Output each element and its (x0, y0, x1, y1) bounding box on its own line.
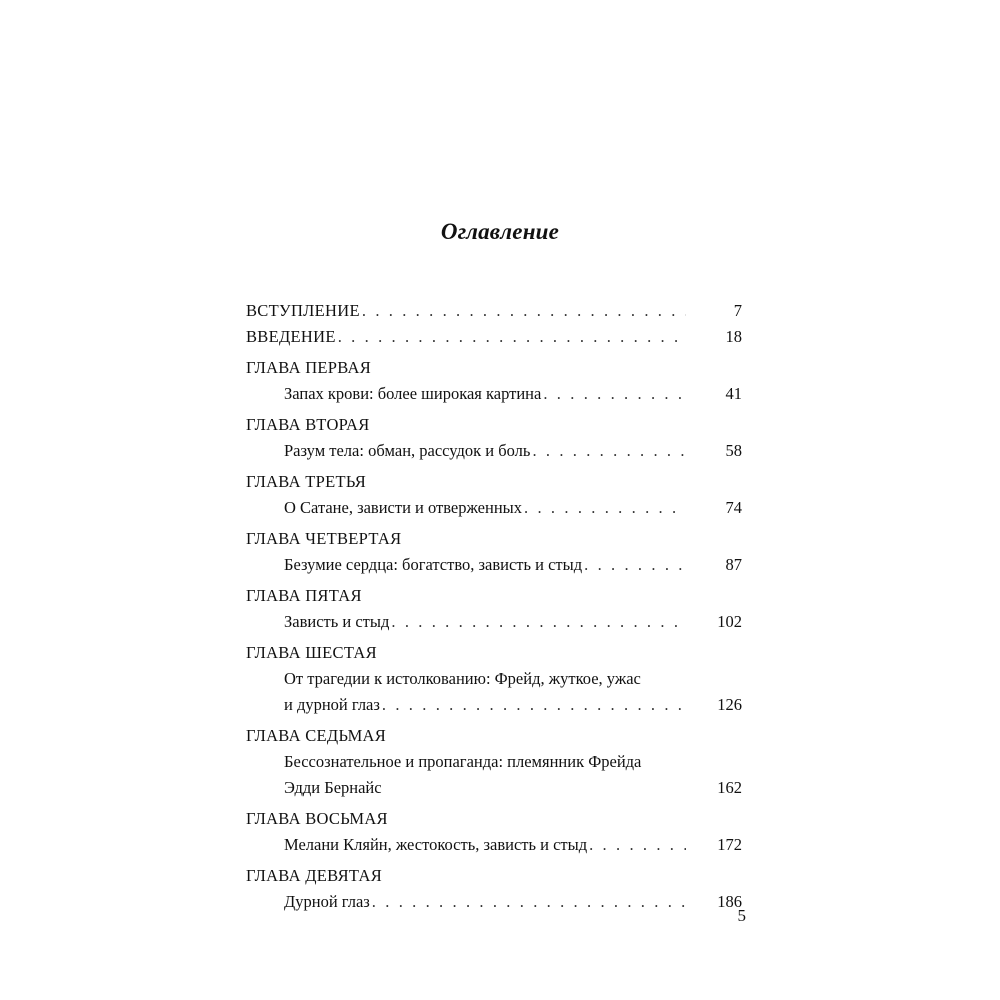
chapter-heading: ГЛАВА ПЕРВАЯ (246, 358, 372, 377)
dot-leader (391, 609, 686, 635)
chapter-title: Мелани Кляйн, жестокость, зависть и стыд (284, 835, 588, 854)
toc-entry-chapter-5 (246, 609, 742, 635)
dot-leader (532, 438, 686, 464)
chapter-title: Зависть и стыд (284, 612, 390, 631)
toc-page-number: 102 (717, 612, 742, 631)
chapter-title: Запах крови: более широкая картина (284, 384, 542, 403)
chapter-title: От трагедии к истолкованию: Фрейд, жуткое, ужас (284, 669, 641, 688)
toc-page-number: 87 (725, 555, 742, 574)
dot-leader (543, 381, 686, 407)
chapter-heading: ГЛАВА ВТОРАЯ (246, 415, 370, 434)
dot-leader (382, 692, 686, 718)
toc-entry-chapter-7-line-2 (246, 775, 742, 801)
toc-entry-introduction (246, 324, 742, 350)
dot-leader (338, 324, 686, 350)
dot-leader (372, 889, 686, 915)
toc-page-number: 58 (725, 441, 742, 460)
toc-entry-chapter-8 (246, 832, 742, 858)
table-of-contents (246, 298, 742, 915)
toc-entry-chapter-3 (246, 495, 742, 521)
chapter-heading: ГЛАВА ПЯТАЯ (246, 586, 362, 605)
toc-page-number: 126 (717, 695, 742, 714)
chapter-title-continued: Эдди Бернайс (284, 778, 382, 797)
dot-leader (362, 298, 686, 324)
toc-page-number: 74 (725, 498, 742, 517)
dot-leader (589, 832, 686, 858)
toc-entry-chapter-1 (246, 381, 742, 407)
dot-leader (584, 552, 686, 578)
toc-entry-chapter-4 (246, 552, 742, 578)
toc-entry-label: ВСТУПЛЕНИЕ (246, 301, 360, 320)
page-number: 5 (737, 906, 746, 925)
chapter-heading: ГЛАВА ТРЕТЬЯ (246, 472, 367, 491)
dot-leader (524, 495, 686, 521)
toc-entry-chapter-7-line-1 (246, 749, 742, 775)
chapter-heading: ГЛАВА ВОСЬМАЯ (246, 809, 388, 828)
toc-entry-label: ВВЕДЕНИЕ (246, 327, 336, 346)
toc-page-number: 162 (717, 778, 742, 797)
chapter-title: Безумие сердца: богатство, зависть и стыд (284, 555, 583, 574)
chapter-heading: ГЛАВА ЧЕТВЕРТАЯ (246, 529, 402, 548)
chapter-title: Разум тела: обман, рассудок и боль (284, 441, 531, 460)
chapter-title: Дурной глаз (284, 892, 370, 911)
chapter-heading: ГЛАВА СЕДЬМАЯ (246, 726, 387, 745)
toc-page-number: 41 (725, 384, 742, 403)
chapter-heading: ГЛАВА ДЕВЯТАЯ (246, 866, 383, 885)
toc-entry-chapter-6-line-2 (246, 692, 742, 718)
chapter-title-continued: и дурной глаз (284, 695, 380, 714)
toc-page-number: 186 (717, 892, 742, 911)
toc-entry-chapter-6-line-1 (246, 666, 742, 692)
toc-page-number: 7 (733, 301, 742, 320)
chapter-title: Бессознательное и пропаганда: племянник Фрейда (284, 752, 642, 771)
toc-page-number: 172 (717, 835, 742, 854)
toc-entry-intro (246, 298, 742, 324)
chapter-title: О Сатане, зависти и отверженных (284, 498, 523, 517)
toc-page-number: 18 (725, 327, 742, 346)
chapter-heading: ГЛАВА ШЕСТАЯ (246, 643, 377, 662)
page-title: Оглавление (440, 219, 560, 244)
toc-entry-chapter-2 (246, 438, 742, 464)
toc-entry-chapter-9 (246, 889, 742, 915)
